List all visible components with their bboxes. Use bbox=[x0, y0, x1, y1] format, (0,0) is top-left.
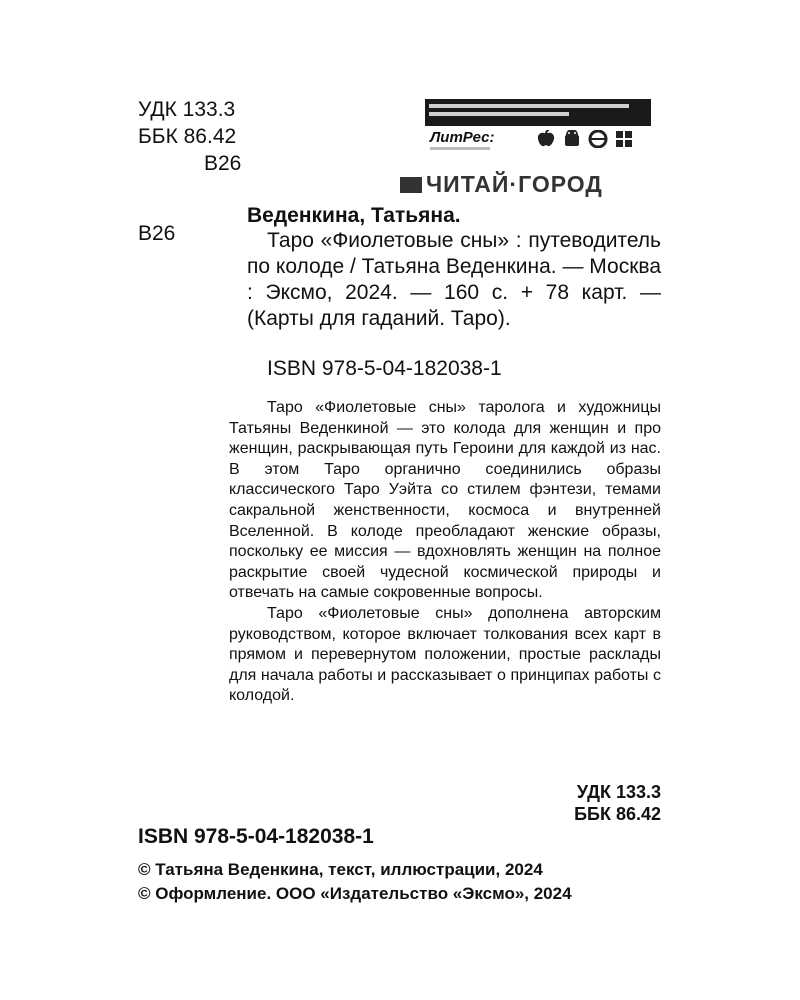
bbk-code: ББК 86.42 bbox=[138, 125, 237, 148]
record-author: Веденкина, Татьяна. bbox=[247, 204, 461, 227]
copyright-design: © Оформление. ООО «Издательство «Эксмо», 2024 bbox=[138, 884, 572, 903]
store-icons bbox=[536, 130, 634, 148]
litres-banner bbox=[425, 99, 651, 126]
copyright-block bbox=[138, 858, 572, 906]
annotation-paragraph: Таро «Фиолетовые сны» дополнена авторским руководством, которое включает толкования всех карт в прямом и перевернутом положении, простые расклады для начала работы и рассказывает о принципах работы с колодой. bbox=[229, 604, 661, 705]
chitai-gorod-text: ЧИТАЙ·ГОРОД bbox=[426, 171, 603, 197]
annotation-bbk: ББК 86.42 bbox=[574, 804, 661, 824]
classification-block bbox=[138, 96, 241, 177]
record-description: Таро «Фиолетовые сны» : путеводитель по колоде / Татьяна Веденкина. — Москва : Эксмо, 2024. — 160 с. + 78 карт. — (Карты для гаданий. Таро). bbox=[247, 229, 661, 330]
record-isbn: ISBN 978-5-04-182038-1 bbox=[267, 357, 502, 380]
footer-isbn: ISBN 978-5-04-182038-1 bbox=[138, 825, 374, 848]
litres-label: ЛитРес: bbox=[430, 129, 495, 146]
author-mark: В26 bbox=[204, 152, 242, 175]
browser-icon bbox=[588, 130, 608, 148]
chitai-gorod-mark-icon bbox=[400, 177, 422, 193]
annotation-classification bbox=[460, 781, 661, 825]
record-author-mark: В26 bbox=[138, 222, 176, 245]
annotation-paragraph: Таро «Фиолетовые сны» таролога и художницы Татьяны Веденкиной — это колода для женщин и про женщин, раскрывающая путь Героини для каждой из нас. В этом Таро органично соединились образы классического Таро Уэйта со стилем фэнтези, темами сакральной женственности, космоса и внутренней Вселенной. В колоде преобладают женские образы, поскольку ее миссия — вдохновлять женщин на полное раскрытие своей чудесной космической природы и отвечать на самые сокровенные вопросы. bbox=[229, 399, 661, 602]
apple-icon bbox=[536, 130, 556, 148]
windows-icon bbox=[614, 130, 634, 148]
android-icon bbox=[562, 130, 582, 148]
chitai-gorod-logo bbox=[400, 171, 603, 198]
annotation-udk: УДК 133.3 bbox=[576, 782, 661, 802]
annotation bbox=[229, 398, 661, 707]
udk-code: УДК 133.3 bbox=[138, 98, 236, 121]
litres-underline bbox=[430, 147, 490, 150]
copyright-text: © Татьяна Веденкина, текст, иллюстрации, 2024 bbox=[138, 860, 543, 879]
